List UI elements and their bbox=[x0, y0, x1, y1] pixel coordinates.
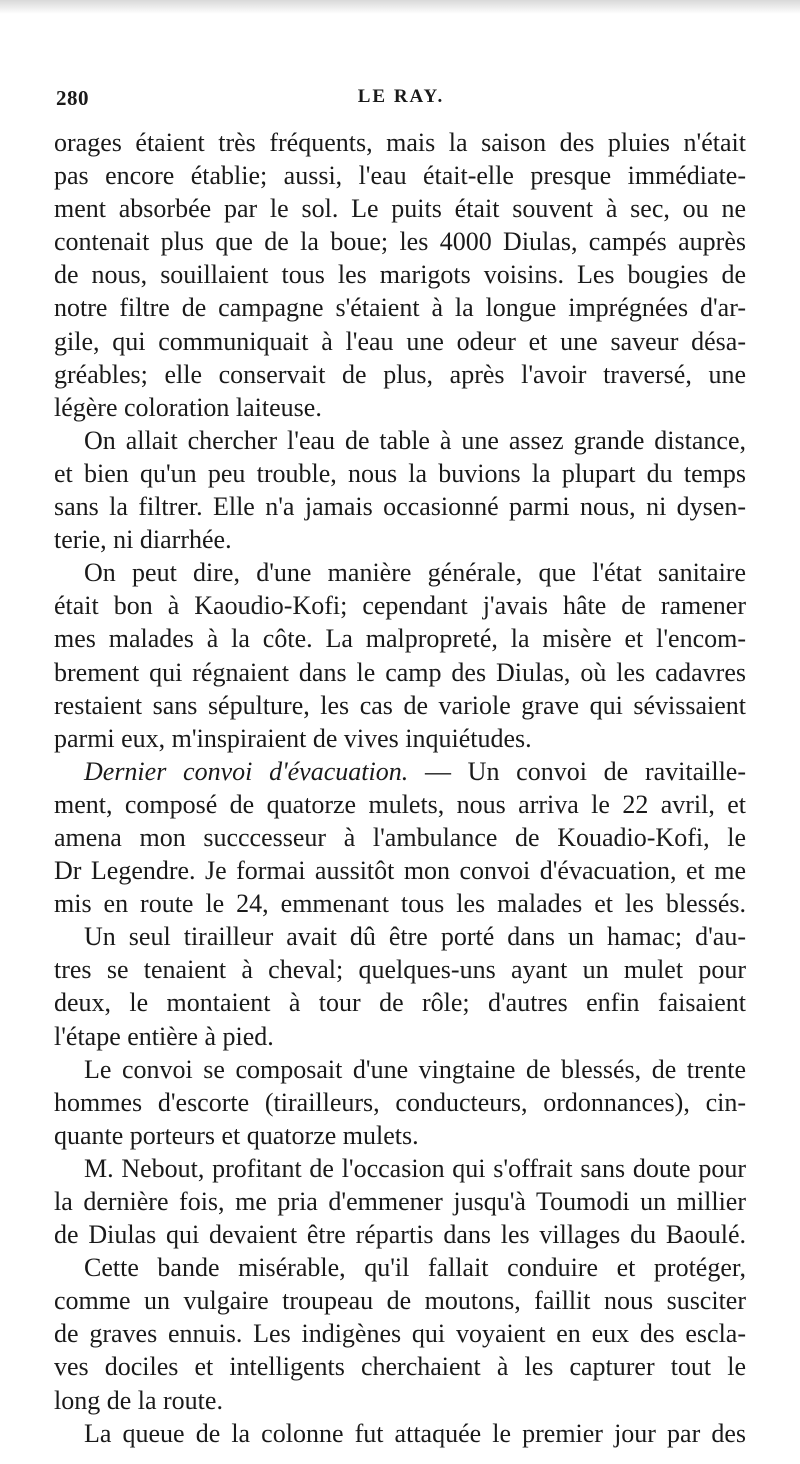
body-text bbox=[54, 126, 746, 1450]
text-line: gile, qui communiquait à l'eau une odeur et une saveur désa- bbox=[54, 326, 746, 356]
paragraph-start: On allait chercher l'eau de table à une assez grande distance, bbox=[84, 425, 746, 455]
section-heading: Dernier convoi d'évacuation. bbox=[84, 756, 409, 786]
text-line: pas encore établie; aussi, l'eau était-elle presque immédiate- bbox=[54, 161, 746, 191]
text-line: contenait plus que de la boue; les 4000 Diulas, campés auprès bbox=[54, 227, 746, 257]
text-line: mes malades à la côte. La malpropreté, la misère et l'encom- bbox=[54, 624, 746, 654]
text-line: orages étaient très fréquents, mais la saison des pluies n'était bbox=[54, 128, 746, 157]
text-line: mis en route le 24, emmenant tous les malades et les blessés. bbox=[54, 889, 746, 919]
text-line: tres se tenaient à cheval; quelques-uns ayant un mulet pour bbox=[54, 955, 746, 985]
page-header bbox=[56, 86, 746, 114]
paragraph-start: La queue de la colonne fut attaquée le premier jour par des bbox=[84, 1418, 746, 1448]
text-line: légère coloration laiteuse. bbox=[54, 392, 322, 422]
page-top-edge bbox=[0, 0, 800, 14]
text-line: la dernière fois, me pria d'emmener jusqu'à Toumodi un millier bbox=[54, 1187, 746, 1216]
paragraph-start: On peut dire, d'une manière générale, que l'état sanitaire bbox=[84, 558, 746, 588]
paragraph-start: M. Nebout, profitant de l'occasion qui s'offrait sans doute pour bbox=[84, 1153, 746, 1183]
text-line: hommes d'escorte (tirailleurs, conducteurs, ordonnances), cin- bbox=[54, 1087, 746, 1117]
text-line: ment absorbée par le sol. Le puits était souvent à sec, ou ne bbox=[54, 194, 746, 224]
text-line: terie, ni diarrhée. bbox=[54, 525, 232, 555]
text-line: était bon à Kaoudio-Kofi; cependant j'avais hâte de ramener bbox=[54, 591, 746, 621]
text-line: gréables; elle conservait de plus, après l'avoir traversé, une bbox=[54, 359, 746, 389]
text-line: et bien qu'un peu trouble, nous la buvions la plupart du temps bbox=[54, 458, 746, 488]
text-line: brement qui régnaient dans le camp des Diulas, où les cadavres bbox=[54, 657, 746, 687]
text-line: parmi eux, m'inspiraient de vives inquiétudes. bbox=[54, 723, 532, 753]
text-line: ves dociles et intelligents cherchaient à les capturer tout le bbox=[54, 1352, 746, 1382]
text-line: de nous, souillaient tous les marigots voisins. Les bougies de bbox=[54, 260, 746, 290]
page-number: 280 bbox=[56, 86, 89, 110]
paragraph-start: Un seul tirailleur avait dû être porté dans un hamac; d'au- bbox=[84, 922, 746, 952]
text-line: deux, le montaient à tour de rôle; d'autres enfin faisaient bbox=[54, 988, 746, 1018]
text-line: de graves ennuis. Les indigènes qui voyaient en eux des escla- bbox=[54, 1319, 746, 1349]
text-line: long de la route. bbox=[54, 1385, 223, 1415]
text-line: comme un vulgaire troupeau de moutons, faillit nous susciter bbox=[54, 1286, 746, 1316]
text-line: sans la filtrer. Elle n'a jamais occasionné parmi nous, ni dysen- bbox=[54, 492, 746, 522]
paragraph-start: Cette bande misérable, qu'il fallait conduire et protéger, bbox=[84, 1253, 746, 1283]
text-line: notre filtre de campagne s'étaient à la longue imprégnées d'ar- bbox=[54, 293, 746, 323]
text-line: Dr Legendre. Je formai aussitôt mon convoi d'évacuation, et me bbox=[54, 856, 746, 886]
text-line: de Diulas qui devaient être répartis dans les villages du Baoulé. bbox=[54, 1220, 746, 1250]
section-heading-continuation: — Un convoi de ravitaille- bbox=[408, 756, 746, 786]
text-line: ment, composé de quatorze mulets, nous arriva le 22 avril, et bbox=[54, 789, 746, 819]
text-line: restaient sans sépulture, les cas de variole grave qui sévissaient bbox=[54, 690, 746, 720]
text-line: quante porteurs et quatorze mulets. bbox=[54, 1120, 419, 1150]
text-line: amena mon succcesseur à l'ambulance de Kouadio-Kofi, le bbox=[54, 822, 746, 852]
running-title: LE RAY. bbox=[357, 86, 445, 107]
paragraph-start: Le convoi se composait d'une vingtaine de blessés, de trente bbox=[84, 1054, 746, 1084]
section-heading-line bbox=[54, 755, 746, 788]
text-line: l'étape entière à pied. bbox=[54, 1021, 274, 1051]
